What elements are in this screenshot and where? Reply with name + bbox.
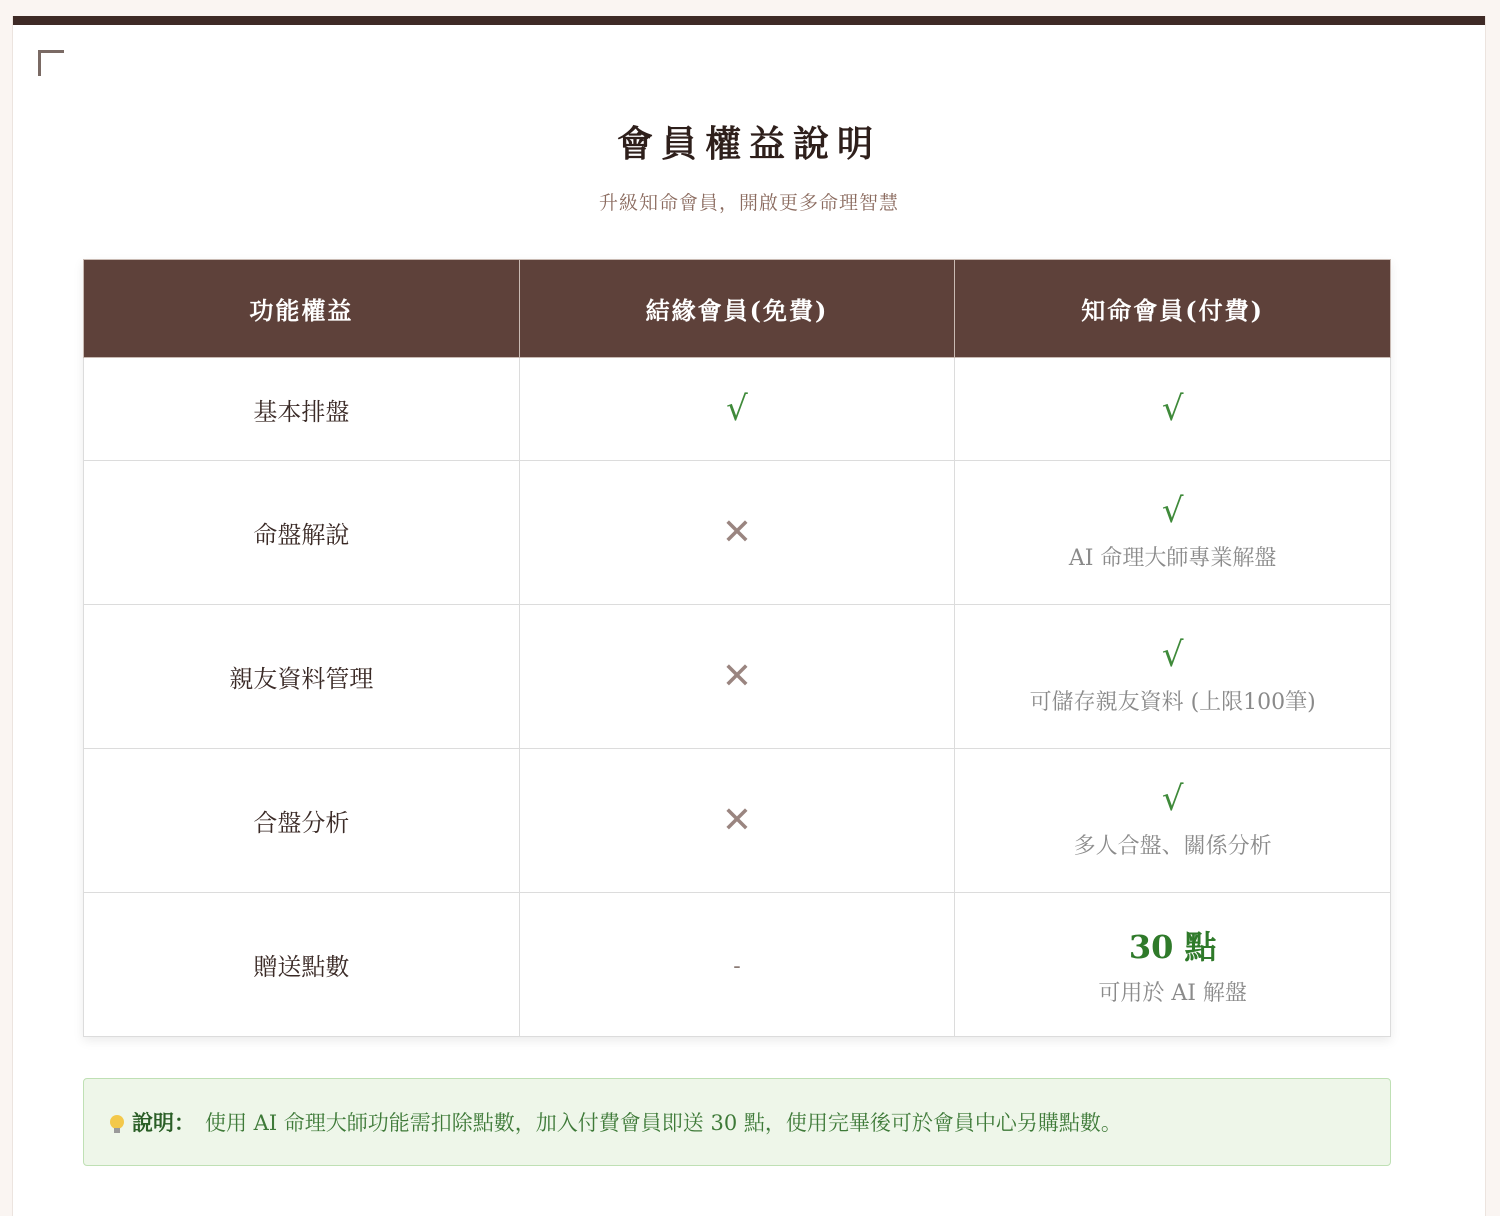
paid-cell bbox=[955, 893, 1391, 1037]
feature-cell: 命盤解說 bbox=[84, 461, 520, 605]
table-row bbox=[84, 605, 1391, 749]
feature-cell: 親友資料管理 bbox=[84, 605, 520, 749]
paid-cell bbox=[955, 358, 1391, 461]
benefits-table bbox=[83, 259, 1391, 1037]
header-free-member: 結緣會員(免費) bbox=[519, 260, 955, 358]
free-cell bbox=[519, 461, 955, 605]
info-text: 使用 AI 命理大師功能需扣除點數，加入付費會員即送 30 點，使用完畢後可於會員中心另購點數。 bbox=[205, 1111, 1122, 1135]
table-row bbox=[84, 461, 1391, 605]
points-value: 30 點 bbox=[1128, 928, 1217, 966]
header-paid-member: 知命會員(付費) bbox=[955, 260, 1391, 358]
cross-icon: ✕ bbox=[721, 655, 753, 697]
check-icon: √ bbox=[1161, 491, 1184, 531]
paid-cell bbox=[955, 461, 1391, 605]
free-cell bbox=[519, 358, 955, 461]
check-icon: √ bbox=[1161, 779, 1184, 819]
paid-note: 多人合盤、關係分析 bbox=[1073, 834, 1272, 859]
page-subtitle: 升級知命會員，開啟更多命理智慧 bbox=[598, 192, 899, 214]
check-icon: √ bbox=[726, 389, 748, 429]
lightbulb-icon bbox=[110, 1115, 124, 1129]
free-cell bbox=[519, 893, 955, 1037]
feature-cell: 基本排盤 bbox=[84, 358, 520, 461]
paid-note: AI 命理大師專業解盤 bbox=[1068, 546, 1277, 571]
table-row bbox=[84, 893, 1391, 1037]
points-note: 可用於 AI 解盤 bbox=[1098, 981, 1247, 1006]
paid-cell bbox=[955, 749, 1391, 893]
check-icon: √ bbox=[1161, 389, 1184, 429]
table-row bbox=[84, 358, 1391, 461]
info-notice bbox=[83, 1078, 1391, 1166]
info-label: 說明： bbox=[132, 1110, 195, 1135]
free-cell bbox=[519, 605, 955, 749]
table-row bbox=[84, 749, 1391, 893]
cross-icon: ✕ bbox=[721, 511, 753, 553]
table-header-row bbox=[84, 260, 1391, 358]
free-cell bbox=[519, 749, 955, 893]
corner-decoration-icon bbox=[38, 50, 64, 76]
page-title: 會員權益說明 bbox=[616, 123, 881, 165]
header-feature: 功能權益 bbox=[84, 260, 520, 358]
paid-cell bbox=[955, 605, 1391, 749]
feature-cell: 贈送點數 bbox=[84, 893, 520, 1037]
top-accent-bar bbox=[13, 16, 1485, 25]
paid-note: 可儲存親友資料 (上限100筆) bbox=[1029, 690, 1316, 715]
feature-cell: 合盤分析 bbox=[84, 749, 520, 893]
cross-icon: ✕ bbox=[721, 799, 753, 841]
check-icon: √ bbox=[1161, 635, 1184, 675]
dash-value: - bbox=[733, 953, 741, 979]
